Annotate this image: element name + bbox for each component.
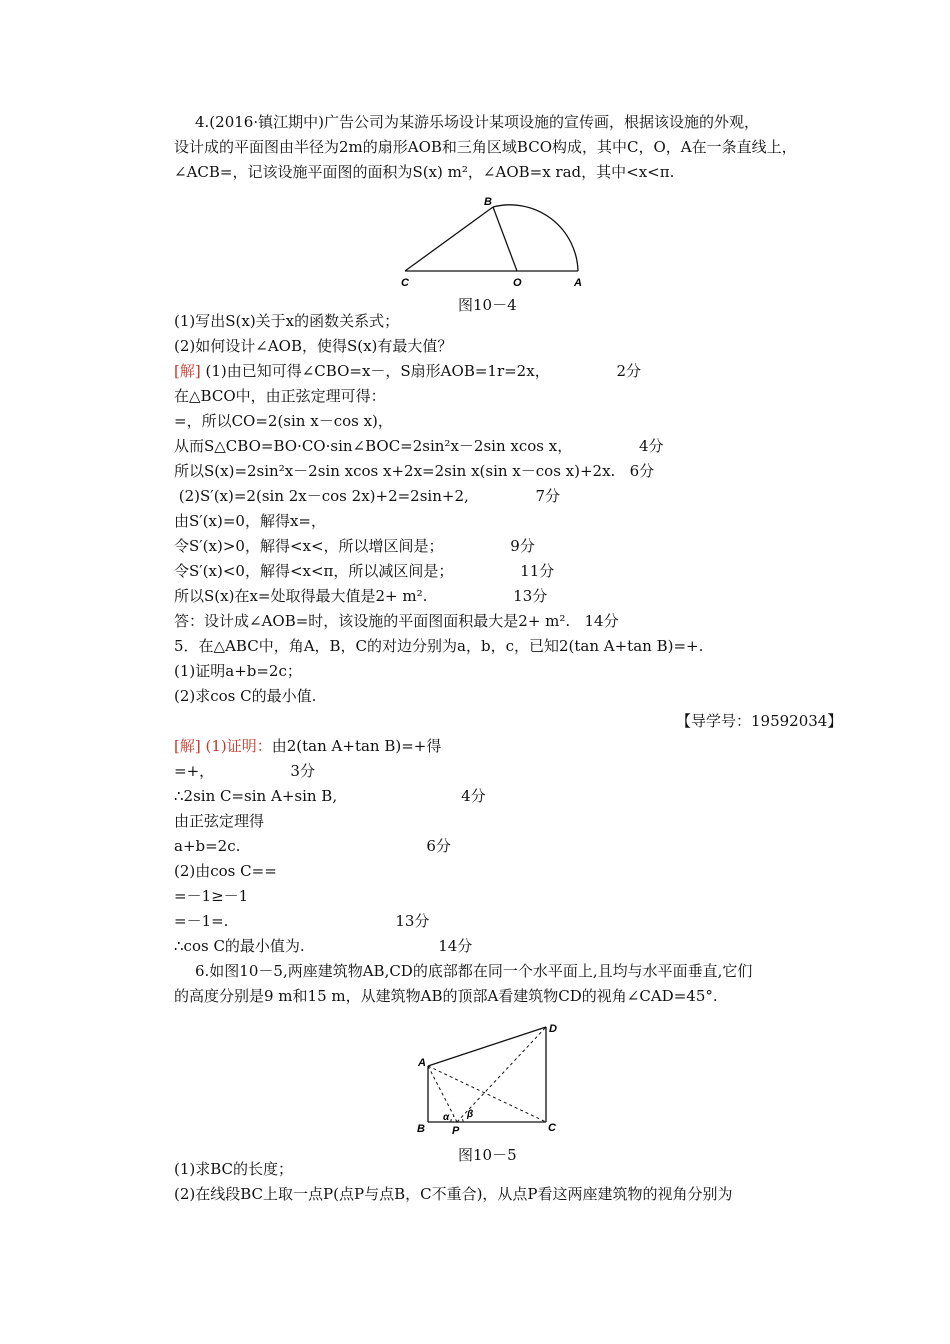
text-line [174, 686, 316, 706]
text-line [174, 811, 264, 831]
line-text: =－1=. 13分 [174, 912, 430, 930]
text-line [174, 1159, 293, 1179]
text-line [174, 611, 619, 631]
dashed-ac [428, 1066, 546, 1122]
text-line [174, 162, 674, 182]
text-line [174, 986, 718, 1006]
line-text: ∴2sin C=sin A+sin B, 4分 [174, 787, 486, 805]
line-text: 令S′(x)<0，解得<x<π，所以减区间是； 11分 [174, 562, 555, 580]
line-text: 答：设计成∠AOB=时，该设施的平面图面积最大是2+ m². 14分 [174, 612, 619, 630]
segment-ad [428, 1027, 546, 1066]
solution-marker: [解] [174, 737, 201, 755]
line-text: (2)求cos C的最小值. [174, 687, 317, 705]
line-text: 由2(tan A+tan B)=+得 [271, 737, 442, 755]
text-line [174, 386, 386, 406]
text-line [174, 786, 486, 806]
text-line [174, 886, 248, 906]
line-text: 【导学号：19592034】 [676, 712, 843, 730]
text-line [174, 461, 654, 481]
line-text: (2)在线段BC上取一点P(点P与点B，C不重合)，从点P看这两座建筑物的视角分别为 [174, 1185, 733, 1203]
text-line [174, 661, 302, 681]
label-a: A [574, 277, 582, 289]
text-line [174, 911, 429, 931]
text-line [174, 486, 560, 506]
figure-10-5-caption: 图10－5 [458, 1146, 517, 1164]
label-p2: P [452, 1125, 460, 1137]
line-text: (1)求BC的长度； [174, 1160, 294, 1178]
line-text: (1)由已知可得∠CBO=x－，S扇形AOB=1r=2x， 2分 [200, 362, 641, 380]
line-text: 所以S(x)=2sin²x－2sin xcos x+2x=2sin x(sin x－cos x)+2x. 6分 [174, 462, 655, 480]
text-line [174, 361, 641, 381]
angle-arc-beta [461, 1117, 463, 1122]
line-text: (1)证明a+b=2c； [174, 662, 302, 680]
text-line [195, 961, 752, 981]
line-text: 令S′(x)>0，解得<x<，所以增区间是； 9分 [174, 537, 535, 555]
text-line [174, 311, 399, 331]
line-text: =，所以CO=2(sin x－cos x)， [174, 412, 393, 430]
line-text: 从而S△CBO=BO·CO·sin∠BOC=2sin²x－2sin xcos x， 4分 [174, 437, 664, 455]
text-line [174, 936, 472, 956]
label-b: B [484, 196, 492, 208]
text-line [174, 411, 393, 431]
text-line [174, 586, 547, 606]
line-text: 5．在△ABC中，角A，B，C的对边分别为a，b，c，已知2(tan A+tan B)=+. [174, 637, 704, 655]
dashed-pd [457, 1027, 546, 1122]
label-a2: A [418, 1057, 426, 1069]
angle-arc-alpha [451, 1116, 454, 1122]
line-text: (2)如何设计∠AOB，使得S(x)有最大值？ [174, 337, 453, 355]
line-text: =－1≥－1 [174, 887, 249, 905]
line-text: ∴cos C的最小值为. 14分 [174, 937, 473, 955]
text-line [174, 536, 535, 556]
text-line [174, 561, 554, 581]
line-text: a+b=2c. 6分 [174, 837, 451, 855]
text-line [676, 711, 842, 731]
line-text: 6.如图10－5,两座建筑物AB,CD的底部都在同一个水平面上,且均与水平面垂直,它们 [195, 962, 753, 980]
label-b2: B [417, 1123, 425, 1135]
text-line [174, 861, 277, 881]
segment-cb [405, 207, 493, 271]
label-c: C [401, 277, 409, 289]
label-c2: C [548, 1122, 556, 1134]
label-d2: D [549, 1023, 557, 1035]
line-text: 由正弦定理得 [174, 812, 265, 830]
line-text: 所以S(x)在x=处取得最大值是2+ m². 13分 [174, 587, 548, 605]
line-text: 4.(2016·镇江期中)广告公司为某游乐场设计某项设施的宣传画，根据该设施的外观， [195, 113, 759, 131]
text-line [174, 836, 451, 856]
text-line [174, 137, 797, 157]
line-text: (1)写出S(x)关于x的函数关系式； [174, 312, 400, 330]
text-line [195, 112, 759, 132]
line-text: ∠ACB=，记该设施平面图的面积为S(x) m²，∠AOB=x rad，其中<x<π. [174, 163, 675, 181]
text-line [174, 736, 441, 756]
figure-10-4-caption: 图10－4 [458, 296, 517, 314]
text-line [174, 761, 315, 781]
text-line [174, 1184, 733, 1204]
line-text: 的高度分别是9 m和15 m，从建筑物AB的顶部A看建筑物CD的视角∠CAD=45°. [174, 987, 718, 1005]
dashed-pa [428, 1066, 457, 1122]
text-line [174, 436, 664, 456]
label-alpha: α [443, 1112, 450, 1123]
text-line [174, 636, 703, 656]
line-text: 在△BCO中，由正弦定理可得： [174, 387, 386, 405]
line-text: 由S′(x)=0，解得x=， [174, 512, 326, 530]
line-text: 设计成的平面图由半径为2m的扇形AOB和三角区域BCO构成，其中C，O，A在一条直线上， [174, 138, 797, 156]
line-text: (2)由cos C== [174, 862, 277, 880]
label-beta: β [467, 1109, 474, 1120]
line-text: (2)S′(x)=2(sin 2x－cos 2x)+2=2sin+2, 7分 [174, 487, 561, 505]
arc-ab [493, 205, 578, 271]
solution-marker: [解] [174, 362, 201, 380]
text-line [174, 336, 452, 356]
proof-marker: (1)证明： [200, 737, 272, 755]
line-text: =+， 3分 [174, 762, 315, 780]
segment-ob [493, 207, 517, 271]
label-o: O [513, 277, 522, 289]
text-line [174, 511, 326, 531]
